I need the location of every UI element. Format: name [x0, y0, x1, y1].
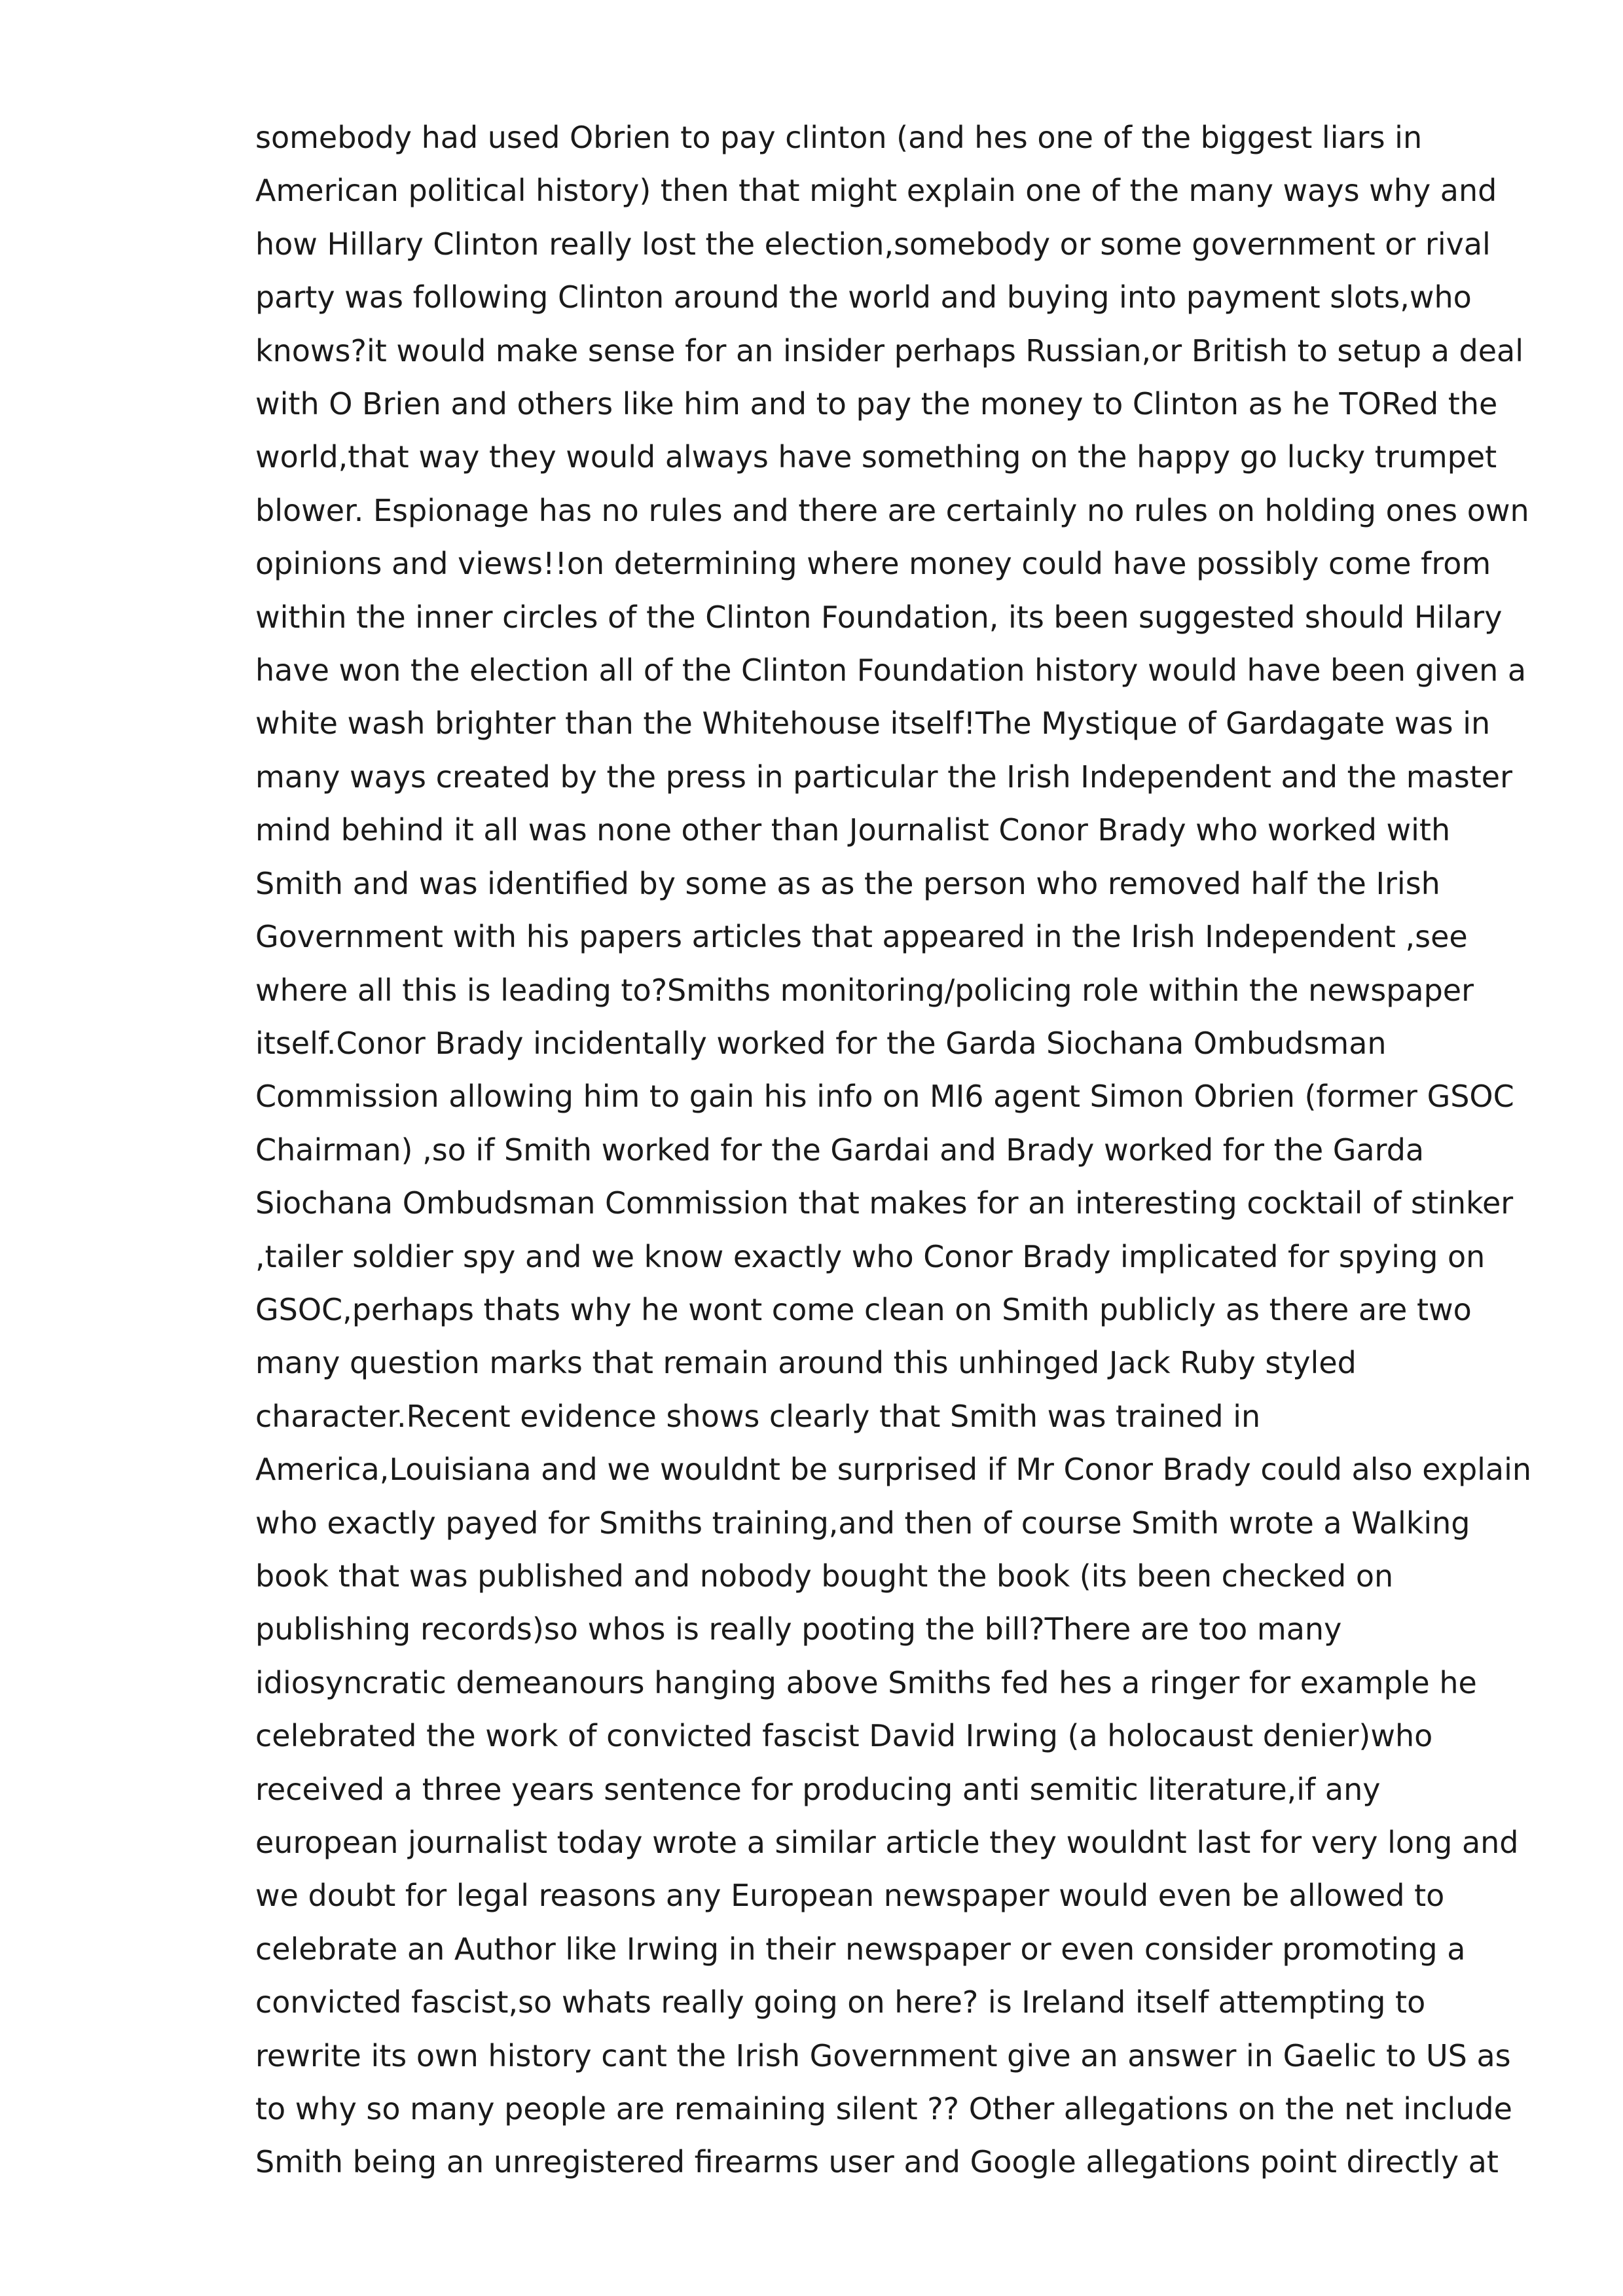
text-line: with O Brien and others like him and to pay the money to Clinton as he TORed the — [255, 386, 1498, 422]
text-line: book that was published and nobody bought the book (its been checked on — [255, 1558, 1394, 1594]
text-line: rewrite its own history cant the Irish Government give an answer in Gaelic to US as — [255, 2037, 1511, 2073]
text-line: somebody had used Obrien to pay clinton (and hes one of the biggest liars in — [255, 120, 1423, 155]
text-line: Smith and was identified by some as as the person who removed half the Irish — [255, 865, 1440, 901]
text-line: within the inner circles of the Clinton Foundation, its been suggested should Hilary — [255, 599, 1503, 635]
text-line: celebrate an Author like Irwing in their newspaper or even consider promoting a — [255, 1931, 1466, 1967]
text-line: American political history) then that might explain one of the many ways why and — [255, 173, 1497, 209]
text-line: how Hillary Clinton really lost the election,somebody or some government or rival — [255, 226, 1491, 262]
text-line: idiosyncratic demeanours hanging above Smiths fed hes a ringer for example he — [255, 1664, 1477, 1700]
body-text — [255, 111, 1552, 2189]
text-line: received a three years sentence for producing anti semitic literature,if any — [255, 1771, 1381, 1807]
text-line: Chairman) ,so if Smith worked for the Gardai and Brady worked for the Garda — [255, 1132, 1425, 1168]
text-line: celebrated the work of convicted fascist David Irwing (a holocaust denier)who — [255, 1718, 1433, 1754]
text-line: knows?it would make sense for an insider perhaps Russian,or British to setup a deal — [255, 332, 1523, 368]
text-line: who exactly payed for Smiths training,and then of course Smith wrote a Walking — [255, 1505, 1470, 1541]
text-line: to why so many people are remaining silent ?? Other allegations on the net include — [255, 2091, 1512, 2127]
text-line: mind behind it all was none other than Journalist Conor Brady who worked with — [255, 812, 1451, 848]
text-line: itself.Conor Brady incidentally worked for the Garda Siochana Ombudsman — [255, 1025, 1387, 1061]
text-line: ,tailer soldier spy and we know exactly who Conor Brady implicated for spying on — [255, 1238, 1486, 1274]
text-line: we doubt for legal reasons any European newspaper would even be allowed to — [255, 1878, 1445, 1914]
text-line: blower. Espionage has no rules and there are certainly no rules on holding ones own — [255, 492, 1529, 528]
text-line: many ways created by the press in particular the Irish Independent and the master — [255, 759, 1512, 795]
text-line: party was following Clinton around the world and buying into payment slots,who — [255, 279, 1472, 315]
text-line: world,that way they would always have something on the happy go lucky trumpet — [255, 439, 1497, 475]
text-line: Commission allowing him to gain his info on MI6 agent Simon Obrien (former GSOC — [255, 1079, 1514, 1115]
text-line: have won the election all of the Clinton Foundation history would have been given a — [255, 653, 1527, 689]
text-line: white wash brighter than the Whitehouse itself!The Mystique of Gardagate was in — [255, 706, 1491, 742]
text-line: GSOC,perhaps thats why he wont come clean on Smith publicly as there are two — [255, 1291, 1472, 1327]
text-line: America,Louisiana and we wouldnt be surprised if Mr Conor Brady could also explain — [255, 1452, 1532, 1488]
text-line: opinions and views!!on determining where money could have possibly come from — [255, 546, 1491, 582]
text-line: character.Recent evidence shows clearly that Smith was trained in — [255, 1398, 1261, 1434]
text-line: Government with his papers articles that appeared in the Irish Independent ,see — [255, 919, 1468, 955]
text-line: Siochana Ombudsman Commission that makes for an interesting cocktail of stinker — [255, 1185, 1514, 1221]
text-line: where all this is leading to?Smiths monitoring/policing role within the newspaper — [255, 972, 1474, 1008]
text-line: convicted fascist,so whats really going on here? is Ireland itself attempting to — [255, 1984, 1426, 2020]
text-line: Smith being an unregistered firearms user and Google allegations point directly at — [255, 2144, 1499, 2180]
text-line: european journalist today wrote a similar article they wouldnt last for very long and — [255, 1825, 1519, 1860]
text-line: publishing records)so whos is really pooting the bill?There are too many — [255, 1611, 1342, 1647]
text-line: many question marks that remain around this unhinged Jack Ruby styled — [255, 1345, 1357, 1381]
